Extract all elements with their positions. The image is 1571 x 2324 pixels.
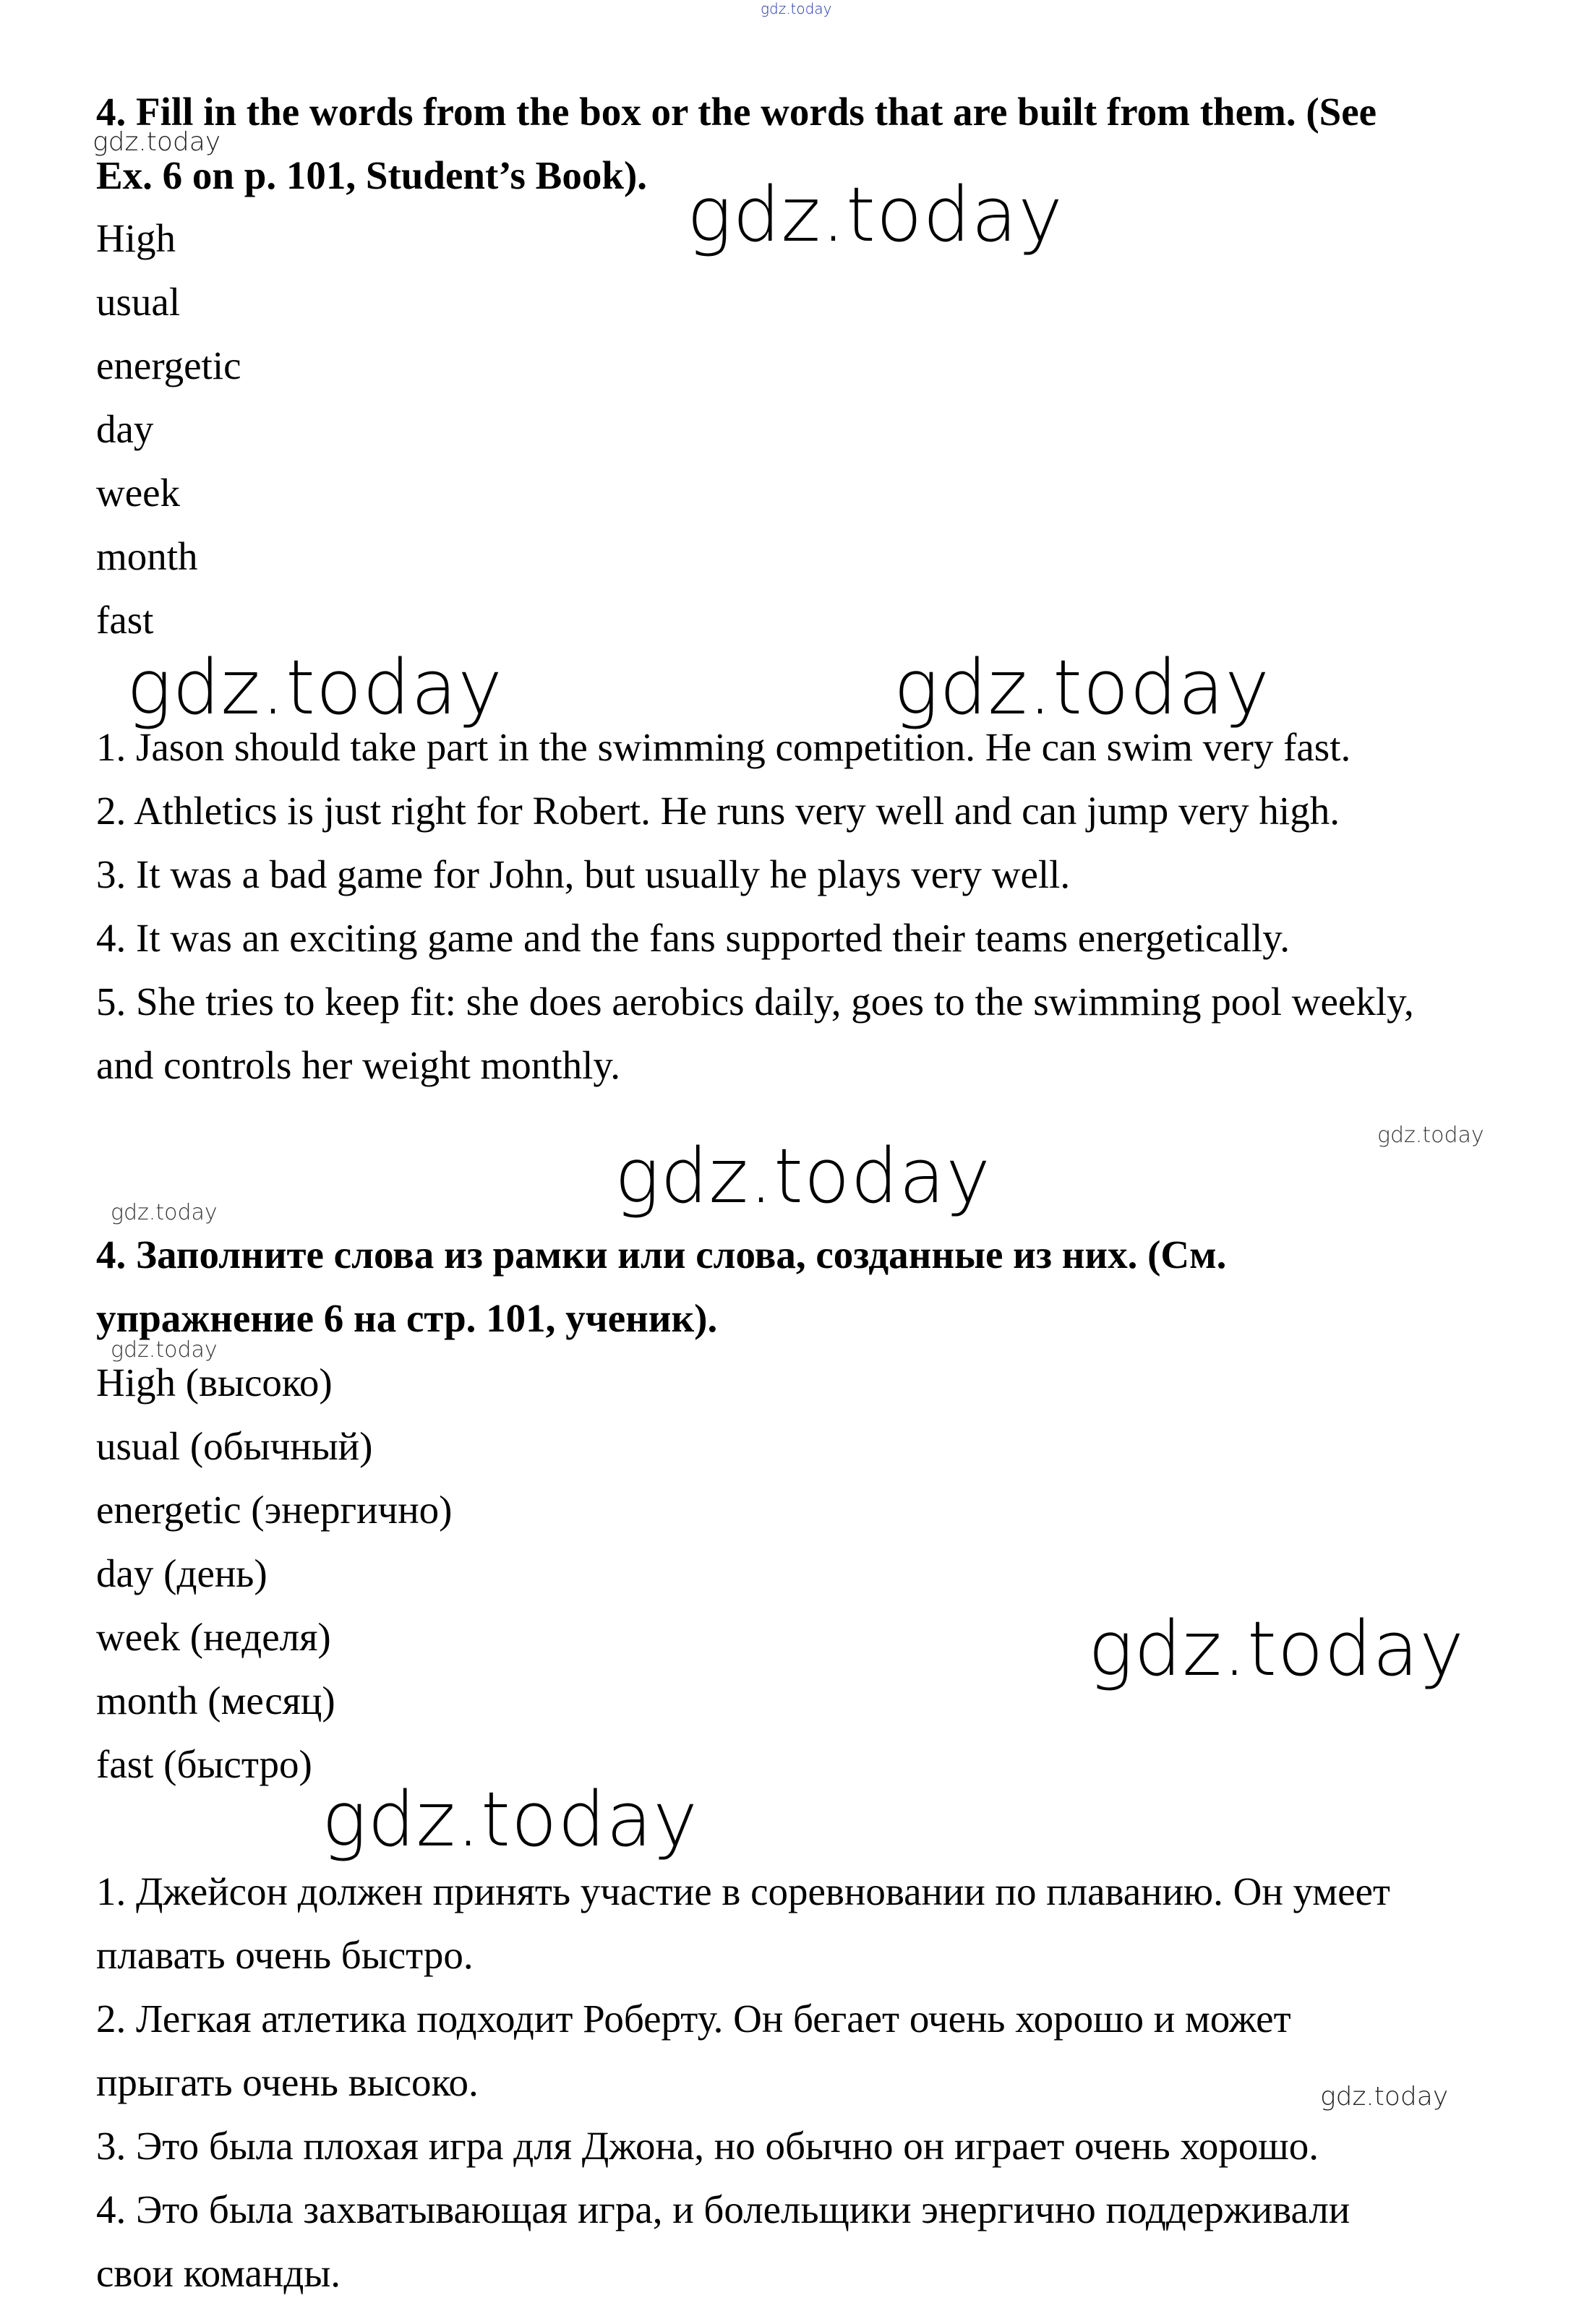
answer-line-en: 2. Athletics is just right for Robert. He runs very well and can jump very high. [96, 789, 1340, 833]
watermark: gdz.today [93, 127, 221, 157]
watermark: gdz.today [127, 643, 503, 732]
exercise-heading-ru-line2: упражнение 6 на стр. 101, ученик). [96, 1296, 718, 1340]
word-list-item: day [96, 407, 154, 451]
watermark-top: gdz.today [761, 0, 832, 17]
word-list-item-ru: usual (обычный) [96, 1424, 373, 1468]
watermark: gdz.today [322, 1775, 698, 1864]
word-list-item: fast [96, 598, 154, 642]
word-list-item-ru: week (неделя) [96, 1615, 331, 1659]
watermark: gdz.today [615, 1132, 991, 1220]
watermark: gdz.today [1377, 1123, 1484, 1148]
answer-line-en: 4. It was an exciting game and the fans supported their teams energetically. [96, 916, 1290, 960]
answer-line-ru: свои команды. [96, 2251, 341, 2295]
word-list-item: High [96, 216, 176, 260]
exercise-heading-en-line2: Ex. 6 on p. 101, Student’s Book). [96, 153, 648, 197]
word-list-item-ru: month (месяц) [96, 1678, 335, 1723]
word-list-item: energetic [96, 343, 241, 387]
word-list-item: usual [96, 280, 181, 324]
exercise-heading-en-line1: 4. Fill in the words from the box or the words that are built from them. (See [96, 90, 1377, 134]
word-list-item-ru: energetic (энергично) [96, 1488, 453, 1532]
answer-line-en: 3. It was a bad game for John, but usually he plays very well. [96, 852, 1071, 896]
answer-line-en: 1. Jason should take part in the swimming competition. He can swim very fast. [96, 725, 1351, 769]
watermark: gdz.today [687, 171, 1063, 259]
word-list-item-ru: fast (быстро) [96, 1742, 312, 1786]
word-list-item-ru: day (день) [96, 1551, 267, 1595]
answer-line-ru: 4. Это была захватывающая игра, и болельщики энергично поддерживали [96, 2187, 1350, 2231]
exercise-heading-ru-line1: 4. Заполните слова из рамки или слова, созданные из них. (См. [96, 1232, 1227, 1277]
answer-line-ru: 2. Легкая атлетика подходит Роберту. Он бегает очень хорошо и может [96, 1997, 1291, 2041]
answer-line-ru: 3. Это была плохая игра для Джона, но обычно он играет очень хорошо. [96, 2124, 1319, 2168]
watermark: gdz.today [111, 1337, 218, 1363]
answer-line-en: 5. She tries to keep fit: she does aerobics daily, goes to the swimming pool weekly, [96, 979, 1414, 1024]
word-list-item: week [96, 471, 181, 515]
word-list-item: month [96, 534, 198, 578]
answer-line-en: and controls her weight monthly. [96, 1043, 621, 1087]
word-list-item-ru: High (высоко) [96, 1360, 333, 1405]
watermark: gdz.today [1320, 2082, 1449, 2111]
answer-line-ru: прыгать очень высоко. [96, 2060, 479, 2104]
answer-line-ru: 1. Джейсон должен принять участие в соревновании по плаванию. Он умеет [96, 1869, 1390, 1913]
answer-line-ru: плавать очень быстро. [96, 1933, 474, 1977]
watermark: gdz.today [111, 1200, 218, 1225]
watermark: gdz.today [1088, 1605, 1465, 1693]
watermark: gdz.today [894, 643, 1270, 732]
